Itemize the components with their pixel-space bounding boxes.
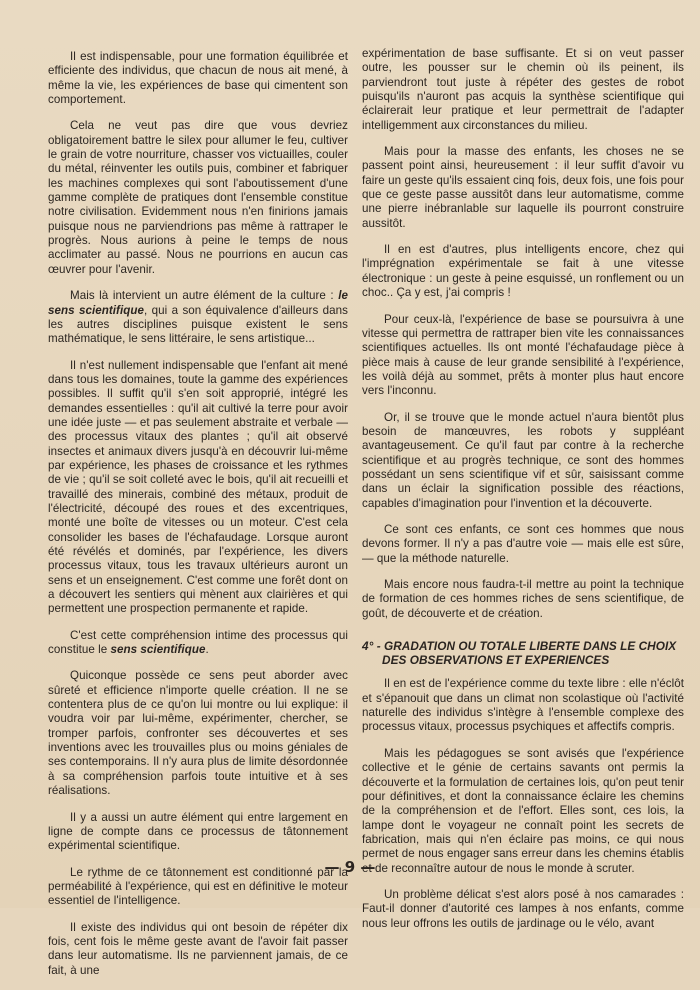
left-text-column	[48, 50, 348, 990]
paragraph: Il n'est nullement indispensable que l'enfant ait mené dans tous les domaines, toute la gamme des expériences possibles. Il suffit qu'il s'en soit approprié, intégré les demandes essentielles : qu'il ait cultivé la terre pour avoir une idée juste — et pas seulement abstraite et verbale — des processus vitaux des plantes ; qu'il ait observé insectes et animaux divers jusqu'à en découvrir lui-même par expérience, les phases de croissance et les rythmes de vie ; qu'il se soit colleté avec le bois, qu'il ait recueilli et travaillé des minerais, combiné des métaux, produit de l'électricité, découpé des roues et des excentriques, monté une boîte de vitesses ou un moteur. C'est cela consolider les bases de l'échafaudage. Lorsque auront été révélés et dominés, par l'expérience, les divers processus vitaux, tous les travaux ultérieurs auront un sens et un enseignement. C'est comme une forêt dont on a découvert les sentiers qui mènent aux clairières et qui permettent une prospection permanente et rapide.	[48, 358, 348, 616]
emphasized-term: sens scientifique	[110, 643, 206, 657]
paragraph: Il y a aussi un autre élément qui entre largement en ligne de compte dans ce processus de tâtonnement expérimental scientifique.	[48, 810, 348, 853]
page-number: — 9 —	[324, 858, 376, 876]
paragraph: C'est cette compréhension intime des processus qui constitue le sens scientifique.	[48, 628, 348, 657]
paragraph: Quiconque possède ce sens peut aborder avec sûreté et efficience n'importe quelle création. Il ne se contentera plus de ce qu'on lui montre ou lui explique: il voudra voir par lui-même, expérimenter, chercher, se tromper parfois, confronter ses découvertes et ses inventions avec les trouvailles plus ou moins géniales de ses contemporains. Il n'y aura plus de limite désordonnée à sa compréhension parfois toute intuitive et à ses réalisations.	[48, 669, 348, 798]
emphasized-term: le sens scientifique	[48, 289, 348, 317]
paragraph: Ce sont ces enfants, ce sont ces hommes que nous devons former. Il n'y a pas d'autre voie — mais elle est sûre, — que la méthode naturelle.	[362, 522, 684, 565]
paragraph: Pour ceux-là, l'expérience de base se poursuivra à une vitesse qui permettra de rattraper bien vite les connaissances scientifiques actuelles. Ils ont monté l'échafaudage pièce à pièce mais à cause de leur grande sensibilité à l'expérience, les voilà déjà au sommet, prêts à monter plus haut encore vers l'inconnu.	[362, 312, 684, 398]
paragraph: Un problème délicat s'est alors posé à nos camarades : Faut-il donner d'autorité ces lampes à nos enfants, comme nous leur offrons les outils de jardinage ou le vélo, avant	[362, 887, 684, 930]
paragraph: Mais là intervient un autre élément de la culture : le sens scientifique, qui a son équivalence d'ailleurs dans les autres disciplines puisque existent le sens mathématique, le sens littéraire, le sens artistique...	[48, 289, 348, 346]
section-heading: 4° - GRADATION OU TOTALE LIBERTE DANS LE CHOIX DES OBSERVATIONS ET EXPERIENCES	[362, 639, 677, 668]
paragraph: Cela ne veut pas dire que vous devriez obligatoirement battre le silex pour allumer le feu, cultiver le grain de votre nourriture, chasser vos victuailles, couler du métal, réinventer les outils puis, combiner et fabriquer les machines complexes qui sont l'aboutissement d'une gamme complète de pratiques dont l'ensemble constitue notre civilisation. Evidemment nous n'en finirions jamais puisque nous ne parviendrions pas même à rattraper le progrès. Nous aurions à peine le temps de nous acclimater au passé. Nous ne pourrions en aucun cas œuvrer pour l'avenir.	[48, 119, 348, 276]
paragraph: Il est indispensable, pour une formation équilibrée et efficiente des individus, que chacun de nous ait mené, à même la vie, les expériences de base qui cimentent son comportement.	[48, 50, 348, 107]
paragraph: Mais pour la masse des enfants, les choses ne se passent point ainsi, heureusement : il leur suffit d'avoir vu faire un geste qu'ils essaient cinq fois, deux fois, une fois pour que ce geste passe aussitôt dans leur automatisme, comme une pierre inébranlable sur laquelle ils pourront construire aussitôt.	[362, 145, 684, 230]
paragraph: Mais encore nous faudra-t-il mettre au point la technique de formation de ces hommes riches de sens scientifique, de goût, de découverte et de création.	[362, 578, 684, 620]
paragraph: Le rythme de ce tâtonnement est conditionné par la perméabilité à l'expérience, qui est en définitive le moteur essentiel de l'intelligence.	[48, 865, 348, 908]
paragraph: Il en est d'autres, plus intelligents encore, chez qui l'imprégnation expérimentale se fait à une vitesse électronique : un geste à peine esquissé, un ronflement ou un choc.. Ça y est, j'ai compris !	[362, 243, 684, 300]
paragraph: Il existe des individus qui ont besoin de répéter dix fois, cent fois le même geste avant de l'avoir fait passer dans leur automatisme. Ils ne parviennent jamais, de ce fait, à une	[48, 920, 348, 977]
paragraph: expérimentation de base suffisante. Et si on veut passer outre, les pousser sur le chemin où ils peinent, ils parviendront tout juste à répéter des gestes de robot puisqu'ils n'auront pas acquis la synthèse scientifique qui éclairerait leur pratique et leur permettrait de l'adapter intelligemment aux circonstances du milieu.	[362, 47, 684, 132]
paragraph: Il en est de l'expérience comme du texte libre : elle n'éclôt et s'épanouit que dans un climat non scolastique où l'activité naturelle des individus s'intègre à l'ensemble complexe des processus vitaux, processus psychiques et affectifs compris.	[362, 677, 684, 734]
paragraph: Or, il se trouve que le monde actuel n'aura bientôt plus besoin de manœuvres, les robots y suppléant avantageusement. Ce qu'il faut par contre à la recherche scientifique et au progrès technique, ce sont des hommes possédant un sens scientifique vif et sûr, saisissant comme dans un éclair la signification possible des réactions, capables d'imagination pour l'invention et la découverte.	[362, 410, 684, 510]
right-text-column	[362, 47, 684, 943]
paragraph: Mais les pédagogues se sont avisés que l'expérience collective et le génie de certains savants ont permis la découverte et la formulation de certaines lois, qu'on peut tenir pour définitives, et dont la connaissance éclaire les chemins de la compréhension et de l'effort. Elles sont, ces lois, la lampe dont le voyageur ne connaît point les secrets de fabrication, mais qui n'en éclaire pas moins, ce qui nous permet de nous engager sans erreur dans les chemins établis et de reconnaître autour de nous le monde à scruter.	[362, 746, 684, 875]
